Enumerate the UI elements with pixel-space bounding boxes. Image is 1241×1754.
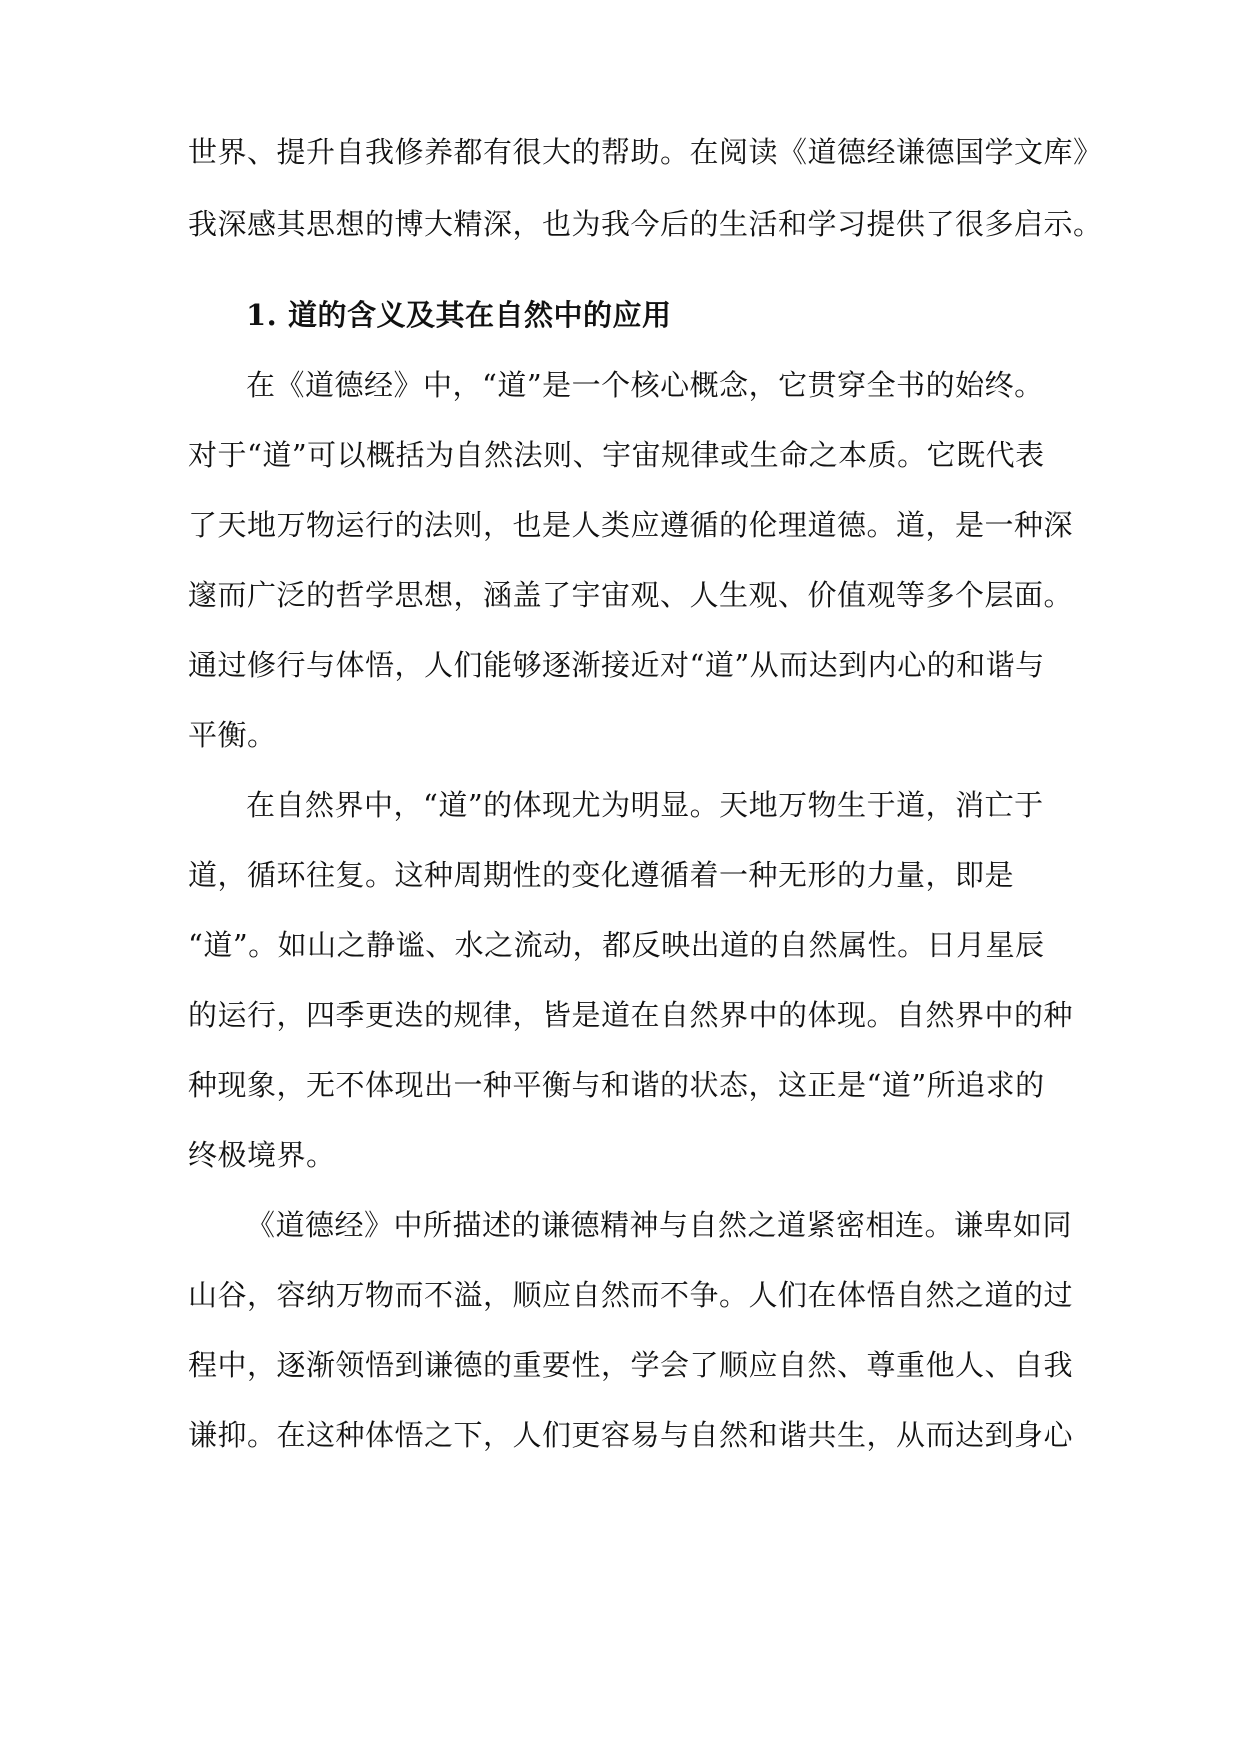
section-number: 1. [246, 298, 278, 332]
paragraph3-line-1: 《道德经》中所描述的谦德精神与自然之道紧密相连。谦卑如同 [246, 1208, 1073, 1242]
paragraph1-line-1: 在《道德经》中，“道”是一个核心概念，它贯穿全书的始终。 [246, 368, 1044, 402]
paragraph3-line-2: 山谷，容纳万物而不溢，顺应自然而不争。人们在体悟自然之道的过 [188, 1278, 1074, 1312]
section-title: 道的含义及其在自然中的应用 [288, 298, 672, 332]
intro-line-2: 我深感其思想的博大精深，也为我今后的生活和学习提供了很多启示。 [188, 207, 1103, 241]
paragraph2-line-2: 道，循环往复。这种周期性的变化遵循着一种无形的力量，即是 [188, 858, 1015, 892]
section-heading [246, 295, 1116, 335]
paragraph2-line-4: 的运行，四季更迭的规律，皆是道在自然界中的体现。自然界中的种 [188, 998, 1074, 1032]
paragraph1-line-4: 邃而广泛的哲学思想，涵盖了宇宙观、人生观、价值观等多个层面。 [188, 578, 1074, 612]
paragraph2-line-5: 种现象，无不体现出一种平衡与和谐的状态，这正是“道”所追求的 [188, 1068, 1045, 1102]
paragraph3-line-4: 谦抑。在这种体悟之下，人们更容易与自然和谐共生，从而达到身心 [188, 1418, 1074, 1452]
paragraph1-line-6: 平衡。 [188, 718, 277, 752]
paragraph2-line-6: 终极境界。 [188, 1138, 336, 1172]
paragraph1-line-2: 对于“道”可以概括为自然法则、宇宙规律或生命之本质。它既代表 [188, 438, 1045, 472]
paragraph1-line-5: 通过修行与体悟，人们能够逐渐接近对“道”从而达到内心的和谐与 [188, 648, 1045, 682]
paragraph2-line-1: 在自然界中，“道”的体现尤为明显。天地万物生于道，消亡于 [246, 788, 1044, 822]
paragraph1-line-3: 了天地万物运行的法则，也是人类应遵循的伦理道德。道，是一种深 [188, 508, 1074, 542]
paragraph3-line-3: 程中，逐渐领悟到谦德的重要性，学会了顺应自然、尊重他人、自我 [188, 1348, 1074, 1382]
intro-line-1: 世界、提升自我修养都有很大的帮助。在阅读《道德经谦德国学文库》 [188, 135, 1103, 169]
paragraph2-line-3: “道”。如山之静谧、水之流动，都反映出道的自然属性。日月星辰 [188, 928, 1045, 962]
